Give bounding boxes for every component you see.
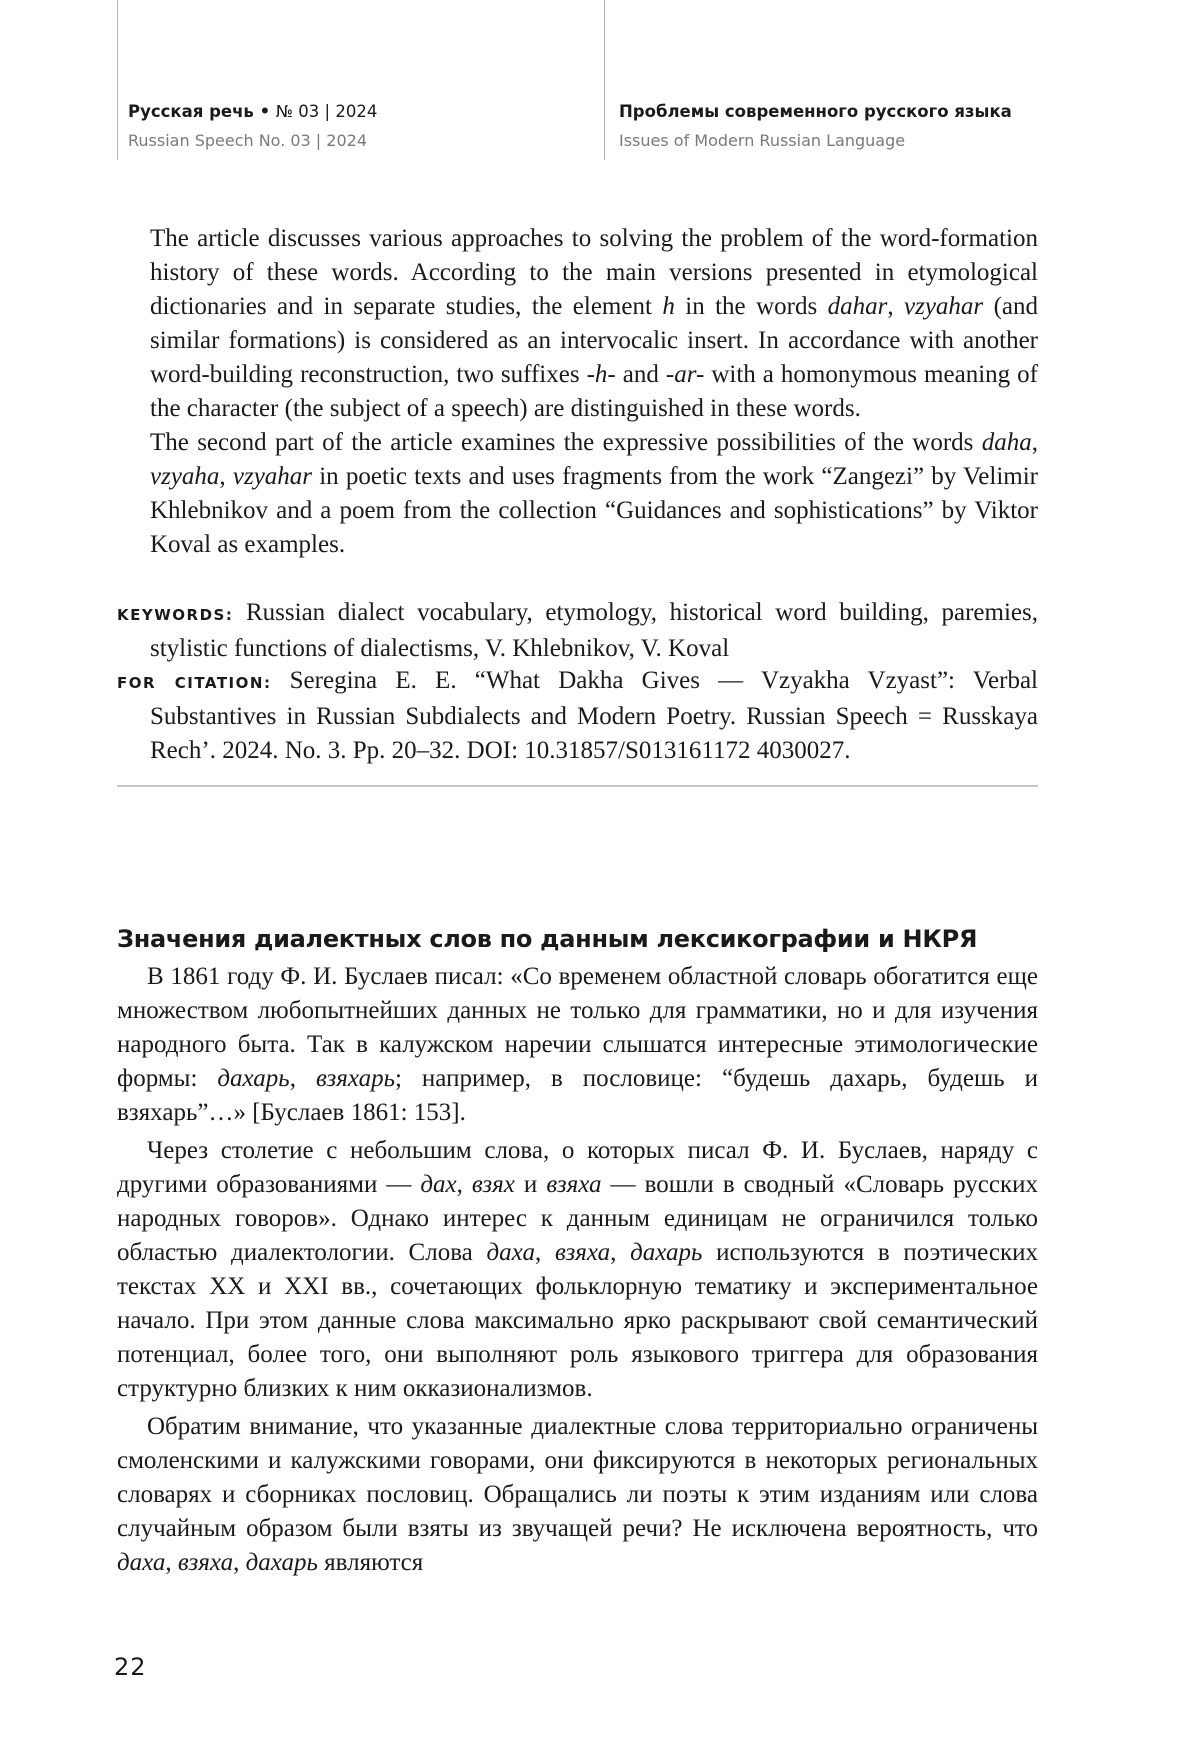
header-bullet: • (253, 102, 276, 121)
text-run: (and similar formations) is considered as an intervocalic insert. In accordance with another word-building reconstruction, two suffixes (150, 293, 1038, 388)
text-run: The second part of the article examines the expressive possibilities of the words (150, 429, 982, 456)
body-text (117, 960, 1038, 1584)
header-left-rule (117, 0, 118, 160)
italic-term: взяха (177, 1549, 234, 1576)
abstract-paragraph-2 (150, 426, 1038, 562)
text-run: in poetic texts and uses fragments from the work “Zangezi” by Velimir Khlebnikov and a poem from the collection “Guidances and sophistications” by Viktor Koval as examples. (150, 463, 1038, 558)
keywords (117, 596, 1038, 666)
keywords-text: Russian dialect vocabulary, etymology, historical word building, paremies, stylistic functions of dialectisms, V. Khlebnikov, V. Koval (150, 599, 1038, 662)
italic-term: даха (486, 1239, 535, 1266)
text-run: используются в поэтических текстах XX и XXI вв., сочетающих фольклорную тематику и экспериментальное начало. При этом данные слова максимально ярко раскрывают свой семантический потенциал, более того, они выполняют роль языкового триггера для образования структурно близких к ним окказионализмов. (117, 1239, 1039, 1402)
text-run: The article discusses various approaches to solving the problem of the word-formation history of these words. According to the main versions presented in etymological dictionaries and in separate studies, the element (150, 225, 1038, 320)
italic-term: даха (117, 1549, 166, 1576)
italic-term: dahar (827, 293, 888, 320)
text-run: , (289, 1065, 316, 1092)
text-run: Обратим внимание, что указанные диалектные слова территориально ограничены смоленскими и калужскими говорами, они фиксируются в некоторых региональных словарях и сборниках пословиц. Обращались ли поэты к этим изданиям или слова случайным образом были взяты из звучащей речи? Не исключена вероятность, что (117, 1413, 1038, 1542)
text-run: , (233, 1549, 246, 1576)
text-run: — вошли в сводный «Словарь русских народных говоров». Однако интерес к данным единицам не ограничился только областью диалектологии. Слова (117, 1171, 1039, 1266)
section-title: Значения диалектных слов по данным лексикографии и НКРЯ (117, 925, 978, 953)
abstract-paragraph-1 (150, 222, 1038, 426)
italic-term: взях (471, 1171, 515, 1198)
text-run: и (514, 1171, 547, 1198)
italic-term: дах (420, 1171, 457, 1198)
page-number: 22 (114, 1653, 147, 1681)
text-run: В 1861 году Ф. И. Буслаев писал: «Со временем областной словарь обогатится еще множеством любопытнейших данных не только для грамматики, но и для изучения народного быта. Так в калужском наречии слышатся интересные этимологические формы: (117, 963, 1038, 1092)
journal-name-en: Russian Speech No. 03 | 2024 (128, 131, 367, 150)
text-run: , (534, 1239, 555, 1266)
text-run: , (887, 293, 904, 320)
text-run: ; например, в пословице: “будешь дахарь, будешь и взяхарь”…» [Буслаев 1861: 153]. (117, 1065, 1038, 1126)
citation-label: FOR CITATION: (117, 674, 272, 692)
text-run: , (610, 1239, 631, 1266)
italic-term: daha (981, 429, 1032, 456)
text-run: являются (317, 1549, 424, 1576)
italic-term: взяха (546, 1171, 602, 1198)
section-divider (117, 785, 1038, 787)
citation-text: Seregina E. E. “What Dakha Gives — Vzyakha Vzyast”: Verbal Substantives in Russian Subdialects and Modern Poetry. Russian Speech = Russkaya Rech’. 2024. No. 3. Pp. 20–32. DOI: 10.31857/S013161172 4030027. (150, 667, 1038, 764)
text-run: with a homonymous meaning of the character (the subject of a speech) are distinguished in these words. (150, 361, 1038, 422)
italic-term: -ar- (665, 361, 705, 388)
text-run: and (615, 361, 666, 388)
text-run: , (456, 1171, 472, 1198)
body-paragraph-1 (117, 960, 1038, 1130)
section-name-en: Issues of Modern Russian Language (619, 131, 906, 150)
journal-header (128, 102, 377, 150)
italic-term: vzyahar (232, 463, 313, 490)
text-run: , (219, 463, 233, 490)
journal-name-ru: Русская речь (128, 102, 254, 121)
abstract (150, 222, 1038, 562)
section-name-ru: Проблемы современного русского языка (619, 102, 1012, 121)
text-run: , (1031, 429, 1038, 456)
italic-term: дахарь (217, 1065, 290, 1092)
text-run: , (165, 1549, 178, 1576)
header-middle-rule (604, 0, 605, 160)
italic-term: vzyaha (150, 463, 220, 490)
italic-term: дахарь (245, 1549, 318, 1576)
section-header (619, 102, 1012, 150)
italic-term: h (662, 293, 675, 320)
keywords-label: KEYWORDS: (117, 606, 234, 624)
italic-term: vzyahar (904, 293, 984, 320)
body-paragraph-3 (117, 1410, 1038, 1580)
citation (117, 664, 1038, 768)
journal-issue-ru: № 03 | 2024 (275, 102, 378, 121)
text-run: in the words (674, 293, 828, 320)
italic-term: дахарь (630, 1239, 703, 1266)
italic-term: взяха (554, 1239, 611, 1266)
body-paragraph-2 (117, 1134, 1038, 1406)
italic-term: взяхарь (315, 1065, 395, 1092)
italic-term: -h- (586, 361, 616, 388)
text-run: Через столетие с небольшим слова, о которых писал Ф. И. Буслаев, наряду с другими образованиями — (117, 1137, 1038, 1198)
